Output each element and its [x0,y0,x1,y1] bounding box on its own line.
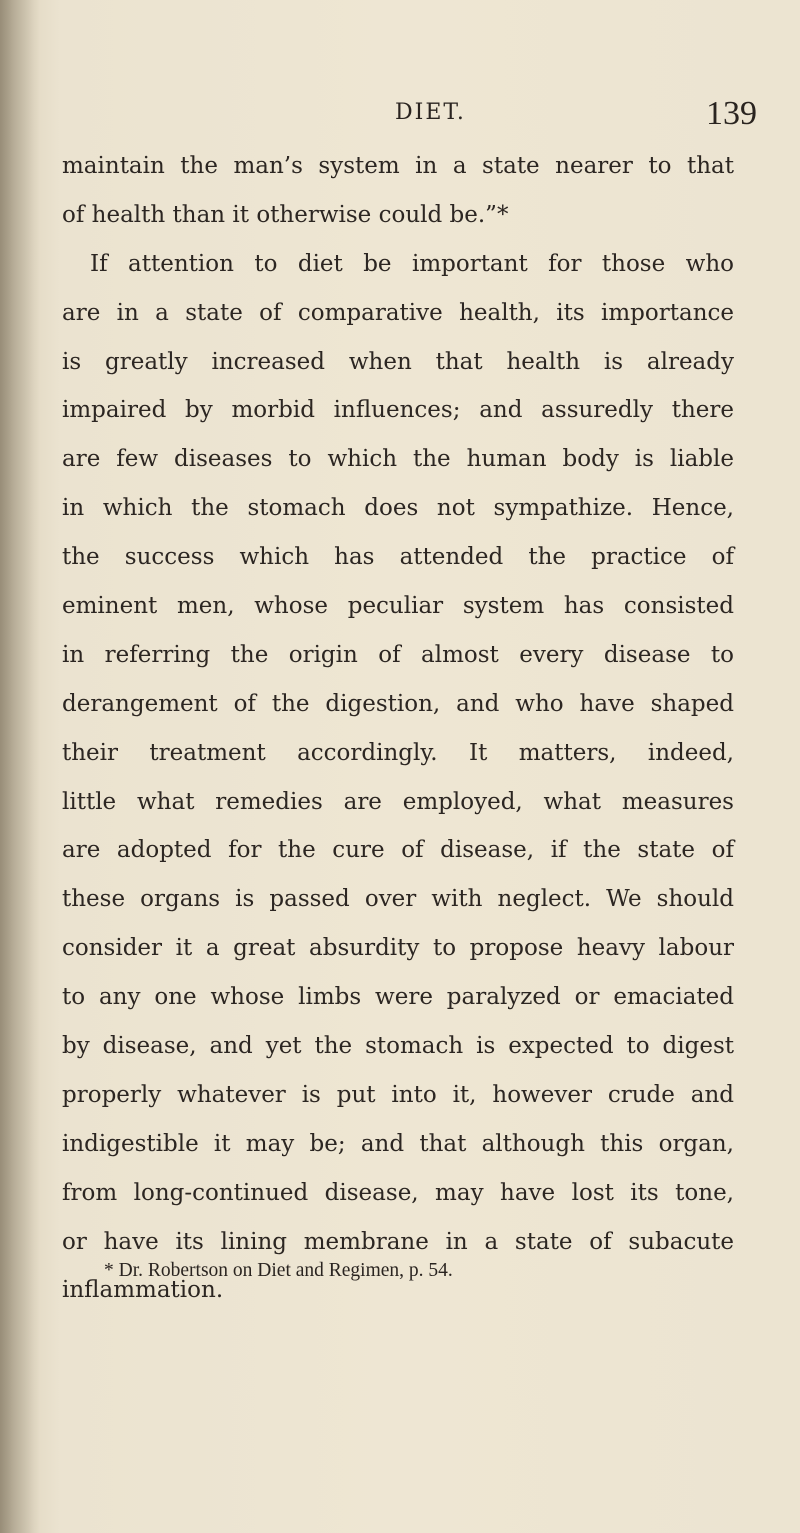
text-line: their treatment accordingly. It matters, indeed, [62,739,734,766]
text-line: in which the stomach does not sympathize. Hence, [62,495,734,522]
text-line: to any one whose limbs were paralyzed or emaciated [62,984,734,1011]
text-line: If attention to diet be important for those who [90,250,734,277]
text-line: by disease, and yet the stomach is expected to digest [62,1033,734,1060]
text-line: maintain the man’s system in a state nearer to that [62,153,734,179]
text-line: indigestible it may be; and that although this organ, [62,1130,734,1157]
text-line: are adopted for the cure of disease, if the state of [62,837,734,864]
text-line: or have its lining membrane in a state of subacute [62,1228,734,1255]
spine-shadow [0,0,40,1533]
text-line: of health than it otherwise could be.”* [62,201,509,228]
text-line: eminent men, whose peculiar system has consisted [62,593,734,620]
text-line: inflammation. [62,1277,224,1304]
body-text [62,142,734,1315]
footnote: * Dr. Robertson on Diet and Regimen, p. 54. [104,1260,453,1281]
text-line: consider it a great absurdity to propose heavy labour [62,935,734,962]
text-line: are few diseases to which the human body is liable [62,446,734,473]
text-line: is greatly increased when that health is already [62,348,734,375]
text-line: little what remedies are employed, what measures [62,788,734,815]
text-line: impaired by morbid influences; and assuredly there [62,397,734,424]
text-line: are in a state of comparative health, its importance [62,299,734,326]
running-head: DIET. [395,100,466,125]
text-line: in referring the origin of almost every disease to [62,641,734,668]
text-line: these organs is passed over with neglect. We should [62,886,734,913]
text-line: properly whatever is put into it, however crude and [62,1081,734,1108]
text-line: from long-continued disease, may have lost its tone, [62,1179,734,1206]
page-number: 139 [706,95,757,132]
text-line: derangement of the digestion, and who have shaped [62,690,734,717]
text-line: the success which has attended the practice of [62,544,734,571]
